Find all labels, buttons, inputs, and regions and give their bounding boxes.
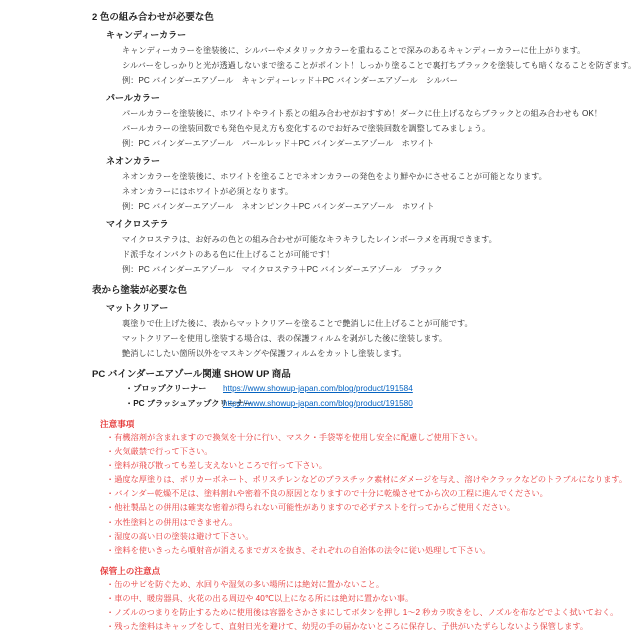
body-line: 艶消しにしたい箇所以外をマスキングや保護フィルムをカットし塗装します。 <box>122 349 407 358</box>
section-title-front-paint: 表から塗装が必要な色 <box>92 285 188 296</box>
section-cautions <box>92 417 628 558</box>
color-group-name: パールカラー <box>106 93 160 103</box>
product-row <box>125 397 622 412</box>
product-list <box>92 382 622 411</box>
color-group <box>106 91 622 151</box>
body-line: マットクリアーを使用し塗装する場合は、表の保護フィルムを剥がした後に塗装します。 <box>122 334 448 343</box>
storage-list <box>92 578 622 634</box>
section-title-two-color: 2 色の組み合わせが必要な色 <box>92 12 214 23</box>
body-line: 裏塗りで仕上げた後に、表からマットクリアーを塗ることで艶消しに仕上げることが可能です。 <box>122 319 473 328</box>
color-group-name: ネオンカラー <box>106 156 161 166</box>
section-title-products: PC バインダーエアゾール関連 SHOW UP 商品 <box>92 369 291 380</box>
caution-line: ・車の中、暖房器具、火花の出る周辺や 40℃以上になる所には絶対に置かない事。 <box>106 593 414 603</box>
caution-line: ・水性塗料との併用はできません。 <box>106 517 238 527</box>
caution-line: ・有機溶剤が含まれますので換気を十分に行い、マスク・手袋等を使用し安全に配慮しご使用下さい。 <box>106 433 483 442</box>
body-line: 例：PC バインダーエアゾール マイクロステラ＋PC バインダーエアゾール ブラック <box>122 265 443 274</box>
caution-line: ・他社製品との併用は確実な密着が得られない可能性がありますので必ずテストを行ってからご使用ください。 <box>106 503 516 513</box>
cautions-list <box>92 431 628 558</box>
color-group-name: キャンディーカラー <box>106 30 187 40</box>
body-line: シルバーをしっかりと光が透過しないまで塗ることがポイント！しっかり塗ることで裏打ちブラックを塗装しても暗くなることを防ぎます。 <box>122 61 637 70</box>
color-group <box>106 301 622 361</box>
body-line: 例：PC バインダーエアゾール キャンディーレッド＋PC バインダーエアゾール シルバー <box>122 76 458 85</box>
color-group <box>106 28 637 88</box>
body-line: パールカラーを塗装後に、ホワイトやライト系との組み合わせがおすすめ！ダークに仕上げるならブラックとの組み合わせも OK！ <box>122 109 603 118</box>
product-label: ・プロップクリーナー <box>125 384 207 393</box>
body-line: ネオンカラーを塗装後に、ホワイトを塗ることでネオンカラーの発色をより鮮やかにさせることが可能となります。 <box>122 172 547 181</box>
body-line: 例：PC バインダーエアゾール ネオンピンク＋PC バインダーエアゾール ホワイト <box>122 202 435 211</box>
caution-line: ・湿度の高い日の塗装は避けて下さい。 <box>106 531 254 541</box>
two-color-group-list <box>92 28 637 277</box>
color-group-name: マイクロステラ <box>106 219 169 229</box>
product-link[interactable]: https://www.showup-japan.com/blog/product/191584 <box>223 384 413 393</box>
cautions-title: 注意事項 <box>100 419 135 429</box>
body-line: ネオンカラーにはホワイトが必須となります。 <box>122 187 294 196</box>
body-line: パールカラーの塗装回数でも発色や見え方も変化するのでお好みで塗装回数を調整してみましょう。 <box>122 124 491 133</box>
section-two-color-combos <box>92 10 637 277</box>
caution-line: ・缶のサビを防ぐため、水回りや湿気の多い場所には絶対に置かないこと。 <box>106 579 385 589</box>
body-line: マイクロステラは、お好みの色との組み合わせが可能なキラキラしたレインボーラメを再現できます。 <box>122 235 497 244</box>
section-storage-notes <box>92 564 622 634</box>
color-group <box>106 217 622 277</box>
caution-line: ・過度な厚塗りは、ポリカーボネート、ポリスチレンなどのプラスチック素材にダメージを与え、溶けやクラックなどのトラブルになります。 <box>106 475 628 485</box>
section-front-paint <box>92 283 622 361</box>
front-paint-group-list <box>92 301 622 361</box>
body-line: ド派手なインパクトのある色に仕上げることが可能です！ <box>122 250 335 259</box>
product-row <box>125 382 622 397</box>
product-label: ・PC ブラッシュアップクリーナー <box>125 398 253 408</box>
color-group-name: マットクリアー <box>106 303 169 313</box>
product-link[interactable]: https://www.showup-japan.com/blog/product/191580 <box>223 398 413 408</box>
caution-line: ・残った塗料はキャップをして、直射日光を避けて、幼児の手の届かないところに保存し、子供がいたずらしないよう保管します。 <box>106 622 589 632</box>
storage-title: 保管上の注意点 <box>100 565 161 576</box>
color-group <box>106 154 622 214</box>
body-line: 例：PC バインダーエアゾール パールレッド＋PC バインダーエアゾール ホワイト <box>122 139 435 148</box>
body-line: キャンディーカラーを塗装後に、シルバーやメタリックカラーを重ねることで深みのあるキャンディーカラーに仕上がります。 <box>122 46 586 55</box>
caution-line: ・バインダー乾燥不足は、塗料割れや密着不良の原因となりますので十分に乾燥させてから次の工程に進んでください。 <box>106 489 548 499</box>
section-related-products <box>92 367 622 411</box>
caution-line: ・塗料が飛び散っても差し支えないところで行って下さい。 <box>106 461 327 471</box>
caution-line: ・火気厳禁で行って下さい。 <box>106 447 213 457</box>
caution-line: ・塗料を使いきったら噴射音が消えるまでガスを抜き、それぞれの自治体の法令に従い処理して下さい。 <box>106 545 491 555</box>
caution-line: ・ノズルのつまりを防止するために使用後は容器をさかさまにしてボタンを押し 1～2 秒カラ吹きをし、ノズルを布などでよく拭いておく。 <box>106 608 619 618</box>
